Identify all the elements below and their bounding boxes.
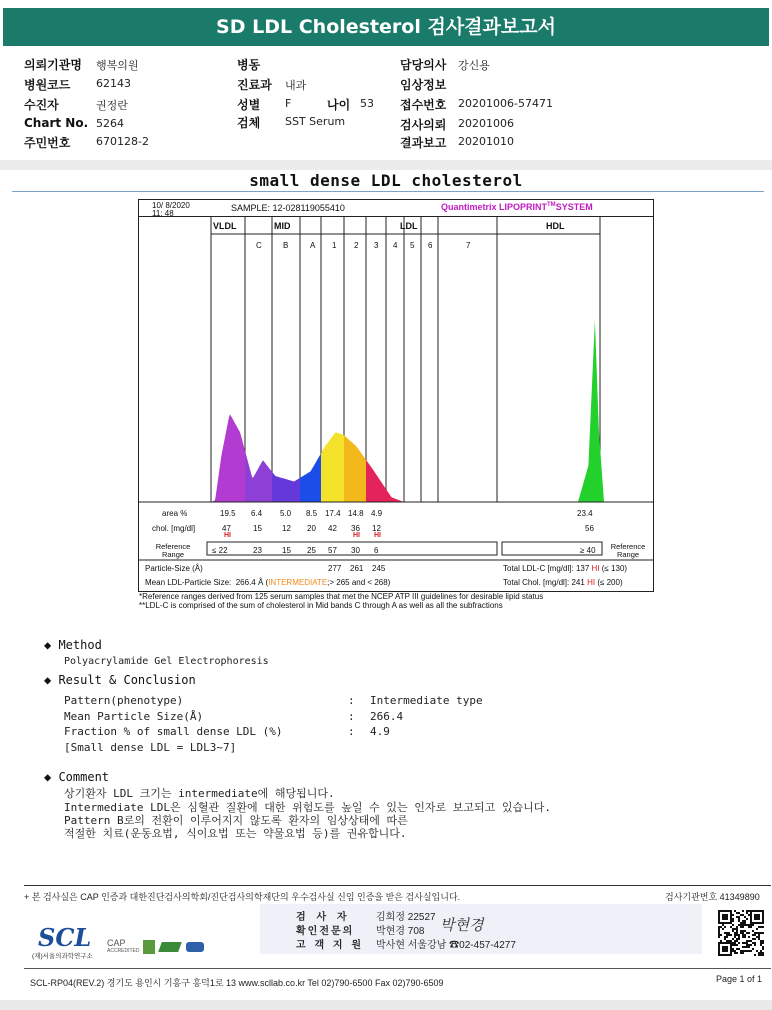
chol-2: 36 — [351, 524, 360, 533]
name-label: 수진자 — [24, 98, 59, 112]
group-label-hdl: HDL — [546, 221, 565, 231]
result-label-1: Pattern(phenotype) — [64, 694, 184, 707]
flag-2: HI — [353, 532, 360, 539]
confirm-value: 박현경 708 — [376, 926, 425, 937]
chart-title: small dense LDL cholesterol — [249, 171, 523, 190]
page-number: Page 1 of 1 — [716, 974, 763, 984]
footer-divider — [24, 885, 771, 886]
result-sep-3: : — [348, 725, 355, 738]
result-label: 결과보고 — [400, 136, 447, 150]
ref-vldl: ≤ 22 — [212, 546, 228, 555]
footer-bottom: SCL-RP04(REV.2) 경기도 용인시 기흥구 흥덕1로 13 www.scllab.co.kr Tel 02)790-6500 Fax 02)790-6509 — [30, 978, 444, 988]
density-curves — [211, 320, 604, 502]
area-c: 6.4 — [251, 509, 263, 518]
method-heading: ◆ Method — [44, 638, 102, 652]
ward-label: 병동 — [237, 58, 261, 72]
chart-time: 11: 48 — [152, 209, 174, 218]
band-label-7: 7 — [466, 241, 471, 250]
cert-logo-3 — [158, 942, 182, 952]
code-value: 62143 — [96, 77, 131, 90]
age-value: 53 — [360, 97, 374, 110]
sex-label: 성별 — [237, 98, 261, 112]
name-value: 권정란 — [96, 99, 128, 112]
chol-c: 15 — [253, 524, 262, 533]
band-dividers — [211, 217, 600, 502]
total-chol-ref: (≤ 200) — [597, 578, 623, 587]
note-line-2: **LDL-C is comprised of the sum of cholesterol in Mid bands C through A as well as all the subfractions — [139, 601, 503, 610]
mean-label: Mean LDL-Particle Size: — [145, 578, 232, 587]
curve-segment-2-5 — [344, 435, 366, 502]
total-ldlc-value: 137 — [575, 564, 590, 573]
area-vldl: 19.5 — [220, 509, 236, 518]
result-label-2: Mean Particle Size(Å) — [64, 710, 204, 723]
id-value: 670128-2 — [96, 135, 149, 148]
mean-ldl-particle: Mean LDL-Particle Size: 266.4 Å (INTERMEDIATE;> 265 and < 268) — [145, 578, 391, 587]
area-hdl: 23.4 — [577, 509, 593, 518]
scl-logo: SCL — [38, 923, 92, 952]
dept-label: 진료과 — [237, 78, 272, 92]
comment-line-1: 상기환자 LDL 크기는 intermediate에 해당됩니다. — [64, 787, 335, 800]
request-value: 20201006 — [458, 117, 514, 130]
footer-lab-no: 검사기관번호 41349890 — [665, 892, 760, 902]
total-chol-label: Total Chol. [mg/dl]: — [503, 578, 570, 587]
result-heading: ◆ Result & Conclusion — [44, 673, 196, 687]
chart-system-name: Quantimetrix LIPOPRINT — [441, 202, 548, 212]
area-2: 14.8 — [348, 509, 364, 518]
band-label-b: B — [283, 241, 289, 250]
result-value-2: 266.4 — [370, 710, 404, 723]
band-label-1: 1 — [332, 241, 337, 250]
chart-system-tm: TM — [547, 202, 556, 208]
sex-value: F — [285, 97, 292, 110]
chol-a: 20 — [307, 524, 316, 533]
ref-b: 15 — [282, 546, 291, 555]
ref-3: 6 — [374, 546, 379, 555]
support-label: 고 객 지 원 — [296, 940, 364, 951]
area-3: 4.9 — [371, 509, 383, 518]
footer-bottom-line — [24, 968, 771, 969]
cert-logo-2 — [143, 940, 155, 954]
result-value-3: 4.9 — [370, 725, 390, 738]
ref-a: 25 — [307, 546, 316, 555]
comment-line-3: Pattern B로의 전환이 이루어지지 않도록 환자의 임상상태에 따른 — [64, 814, 408, 827]
band-label-4: 4 — [393, 241, 398, 250]
result-sep-1: : — [348, 694, 355, 707]
total-ldlc-flag: HI — [591, 564, 600, 573]
chol-vldl: 47 — [222, 524, 231, 533]
footer-cert: + 본 검사실은 CAP 인증과 대한진단검사의학회/진단검사의학재단의 우수검사실 신임 인증을 받은 검사실입니다. — [24, 892, 461, 902]
total-ldlc-label: Total LDL-C [mg/dl]: — [503, 564, 574, 573]
group-label-ldl: LDL — [400, 221, 418, 231]
code-label: 병원코드 — [24, 78, 71, 92]
cert-logo-4 — [186, 942, 204, 952]
ref-2: 30 — [351, 546, 360, 555]
curve-segment-vldl-0 — [211, 414, 245, 502]
hospital-value: 행복의원 — [96, 59, 139, 72]
flag-vldl: HI — [224, 532, 231, 539]
band-label-6: 6 — [428, 241, 433, 250]
ref-c: 23 — [253, 546, 262, 555]
result-value: 20201010 — [458, 135, 514, 148]
age-label: 나이 — [327, 98, 351, 112]
curve-segment-c-1 — [245, 451, 272, 502]
area-1: 17.4 — [325, 509, 341, 518]
ref-hdl: ≥ 40 — [580, 546, 596, 555]
chart-system-suffix: SYSTEM — [555, 202, 593, 212]
ref-row-label-right: Reference Range — [610, 542, 646, 559]
chart-date: 10/ 8/2020 — [152, 201, 190, 210]
result-sep-2: : — [348, 710, 355, 723]
curve-segment-3-6 — [366, 460, 386, 502]
comment-heading: ◆ Comment — [44, 770, 110, 784]
method-heading-text: Method — [58, 638, 102, 652]
chol-3: 12 — [372, 524, 381, 533]
signature: 박현경 — [440, 916, 484, 934]
chol-b: 12 — [282, 524, 291, 533]
total-ldlc-ref: (≤ 130) — [601, 564, 628, 573]
band-label-2: 2 — [354, 241, 359, 250]
mean-range: > 265 and < 268 — [329, 578, 388, 587]
request-label: 검사의뢰 — [400, 118, 447, 132]
particle-size-label: Particle-Size (Å) — [145, 564, 203, 573]
scl-logo-sub: (재)서울의과학연구소 — [32, 953, 93, 960]
group-label-vldl: VLDL — [213, 221, 237, 231]
total-chol-flag: HI — [587, 578, 596, 587]
particle-size-1: 277 — [328, 564, 342, 573]
specimen-label: 검체 — [237, 116, 261, 130]
id-label: 주민번호 — [24, 136, 71, 150]
specimen-value: SST Serum — [285, 115, 346, 128]
doctor-value: 강신용 — [458, 59, 490, 72]
curve-segment-3-7 — [386, 489, 404, 502]
total-chol-value: 241 — [571, 578, 585, 587]
band-label-a: A — [310, 241, 316, 250]
cap-logo: CAP — [107, 938, 126, 948]
comment-line-4: 적절한 치료(운동요법, 식이요법 또는 약물요법 등)를 권유합니다. — [64, 827, 407, 840]
particle-size-2: 261 — [350, 564, 364, 573]
band-label-5: 5 — [410, 241, 415, 250]
tester-label: 검 사 자 — [296, 912, 351, 923]
dept-value: 내과 — [285, 79, 307, 92]
curve-segment-b-2 — [272, 472, 300, 502]
cap-logo-sub: ACCREDITED — [107, 948, 140, 954]
area-row-label: area % — [162, 509, 188, 518]
chol-hdl: 56 — [585, 524, 594, 533]
curve-segment-1-4 — [321, 432, 344, 502]
doctor-label: 담당의사 — [400, 58, 447, 72]
result-label-3: Fraction % of small dense LDL (%) — [64, 725, 283, 738]
mean-value: 266.4 Å — [235, 578, 264, 587]
band-label-c: C — [256, 241, 262, 250]
report-title: SD LDL Cholesterol 검사결과보고서 — [3, 8, 769, 46]
chart-value: 5264 — [96, 117, 124, 130]
total-chol — [503, 578, 623, 587]
result-value-1: Intermediate type — [370, 694, 483, 707]
total-ldlc — [503, 564, 627, 573]
receipt-value: 20201006-57471 — [458, 97, 553, 110]
note-line-1: *Reference ranges derived from 125 serum samples that met the NCEP ATP III guidelines for desirable lipid status — [139, 592, 544, 601]
tester-value: 김희정 22527 — [376, 912, 436, 923]
clinical-label: 임상정보 — [400, 78, 447, 92]
chart-sample: SAMPLE: 12-028119055410 — [231, 203, 345, 213]
ref-1: 57 — [328, 546, 337, 555]
ref-row-label: Reference Range — [155, 542, 191, 559]
chart-label: Chart No. — [24, 116, 89, 130]
confirm-label: 확인전문의 — [296, 926, 355, 937]
support-value: 박사현 서울강남 ☎02-457-4277 — [376, 940, 516, 951]
chart-notes — [139, 592, 543, 610]
band-label-3: 3 — [374, 241, 379, 250]
hospital-label: 의뢰기관명 — [24, 58, 82, 72]
method-text: Polyacrylamide Gel Electrophoresis — [64, 656, 269, 667]
particle-size-3: 245 — [372, 564, 386, 573]
comment-heading-text: Comment — [58, 770, 110, 784]
area-a: 8.5 — [306, 509, 318, 518]
group-label-mid: MID — [274, 221, 291, 231]
page-bottom-band — [0, 1000, 772, 1010]
flag-3: HI — [374, 532, 381, 539]
curve-segment-a-3 — [300, 453, 321, 502]
chol-row-label: chol. [mg/dl] — [152, 524, 196, 533]
area-b: 5.0 — [280, 509, 292, 518]
receipt-label: 접수번호 — [400, 98, 447, 112]
mean-class: INTERMEDIATE — [268, 578, 328, 587]
result-heading-text: Result & Conclusion — [58, 673, 196, 687]
chol-1: 42 — [328, 524, 337, 533]
comment-line-2: Intermediate LDL은 심혈관 질환에 대한 위험도를 높일 수 있는 인자로 보고되고 있습니다. — [64, 801, 551, 814]
result-note: [Small dense LDL = LDL3~7] — [64, 741, 237, 754]
